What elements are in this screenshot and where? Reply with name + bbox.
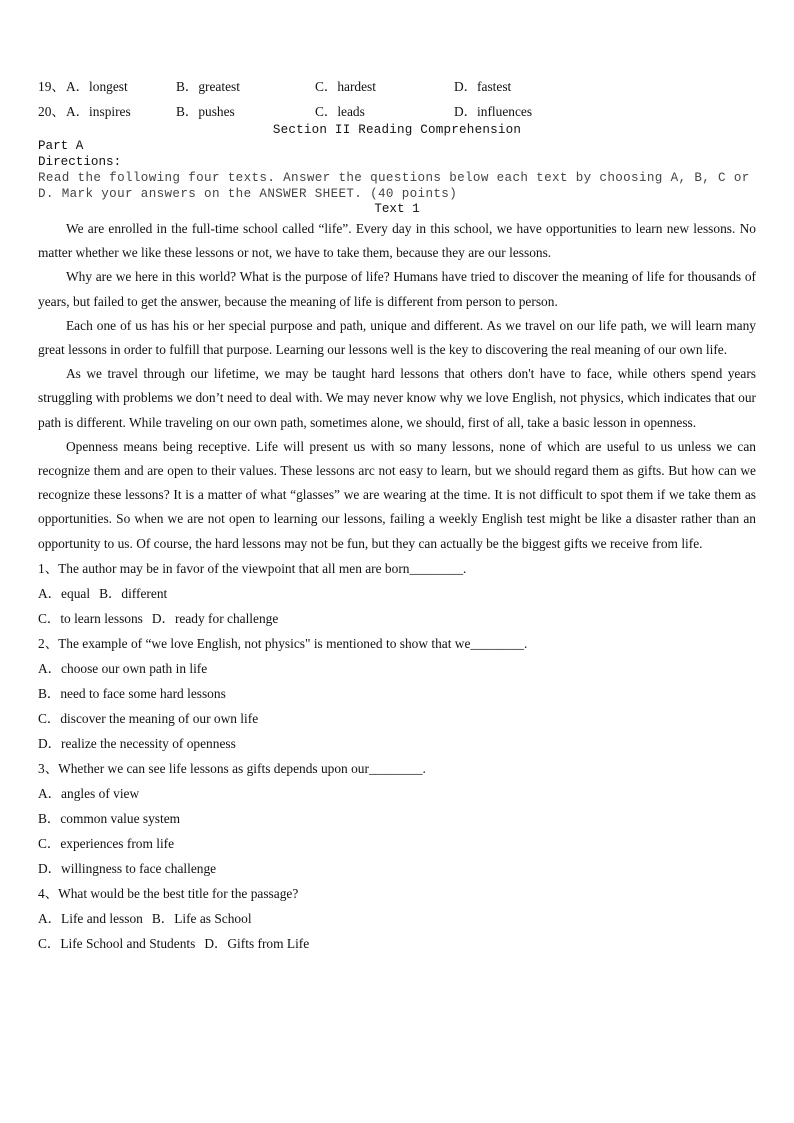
option-c: C．to learn lessons [38, 610, 143, 626]
question-2-stem: 2、The example of “we love English, not physics" is mentioned to show that we________. [38, 635, 528, 651]
option-d: D．realize the necessity of openness [38, 735, 236, 751]
question-3-stem: 3、Whether we can see life lessons as gifts depends upon our________. [38, 760, 426, 776]
option-d: D．Gifts from Life [204, 935, 310, 951]
text-title: Text 1 [374, 202, 420, 216]
option-c: C．Life School and Students [38, 935, 196, 951]
option-c: C．discover the meaning of our own life [38, 710, 259, 726]
option-d: D．influences [454, 104, 533, 119]
directions-text: Read the following four texts. Answer the questions below each text by choosing A, B, C or D. Mark your answers on the ANSWER SHEET. (40 points) [38, 171, 750, 201]
passage [38, 217, 756, 556]
option-a: A．inspires [66, 104, 131, 119]
option-b: B．common value system [38, 810, 181, 826]
directions-label: Directions: [38, 155, 122, 169]
question-1-stem: 1、The author may be in favor of the viewpoint that all men are born________. [38, 560, 467, 576]
option-d: D．fastest [454, 79, 512, 94]
option-c: C．hardest [315, 79, 376, 94]
option-b: B．Life as School [151, 910, 252, 926]
paragraph-4: As we travel through our lifetime, we may be taught hard lessons that others don't have to face, while others spend years struggling with problems we don’t need to deal with. We may never know why we love English, not physics, which indicates that our path is different. While traveling on our own path, sometimes alone, we should, first of all, take a basic lesson in openness. [38, 366, 756, 430]
question-4-options-cd [38, 931, 756, 956]
option-a: A．equal [38, 585, 91, 601]
previous-questions [38, 73, 756, 123]
option-a: A．angles of view [38, 785, 140, 801]
option-b: B．pushes [176, 104, 235, 119]
option-b: B．need to face some hard lessons [38, 685, 226, 701]
paragraph-5: Openness means being receptive. Life will present us with so many lessons, none of which are useful to us unless we can recognize them and are open to their values. These lessons arc not easy to learn, but we should regard them as gifts. But how can we recognize these lessons? It is a matter of what “glasses” we are wearing at the time. It is not difficult to spot them if we take them as opportunities. So when we are not open to learning our lessons, failing a weekly English test might be like a disaster rather than an opportunity to us. Of course, the hard lessons may not be fun, but they can actually be the biggest gifts we receive from life. [38, 438, 756, 551]
option-a: A．Life and lesson [38, 910, 143, 926]
option-b: B．different [99, 585, 168, 601]
option-a: A．longest [66, 79, 128, 94]
option-c: C．experiences from life [38, 835, 175, 851]
question-4-stem: 4、What would be the best title for the passage? [38, 885, 299, 901]
option-d: D．willingness to face challenge [38, 860, 217, 876]
option-a: A．choose our own path in life [38, 660, 208, 676]
paragraph-1: We are enrolled in the full-time school called “life”. Every day in this school, we have opportunities to learn new lessons. No matter whether we like these lessons or not, we have to take them, because they are our lessons. [38, 221, 756, 261]
question-number: 20、 [38, 104, 65, 119]
part-heading: Part A [38, 139, 84, 153]
paragraph-2: Why are we here in this world? What is the purpose of life? Humans have tried to discover the meaning of life for thousands of years, but failed to get the answer, because the meaning of life is different from person to person. [38, 269, 756, 309]
question-1-options-cd [38, 606, 756, 631]
question-list [38, 556, 756, 956]
question-row-19 [38, 73, 756, 98]
question-1-options-ab [38, 581, 756, 606]
option-b: B．greatest [176, 79, 240, 94]
document-page [38, 73, 756, 956]
question-number: 19、 [38, 79, 65, 94]
option-d: D．ready for challenge [151, 610, 279, 626]
section-title: Section II Reading Comprehension [272, 123, 522, 137]
question-row-20 [38, 98, 756, 123]
question-4-options-ab [38, 906, 756, 931]
option-c: C．leads [315, 104, 365, 119]
paragraph-3: Each one of us has his or her special purpose and path, unique and different. As we travel on our life path, we will learn many great lessons in order to fulfill that purpose. Learning our lessons well is the key to discovering the real meaning of our own life. [38, 317, 756, 358]
